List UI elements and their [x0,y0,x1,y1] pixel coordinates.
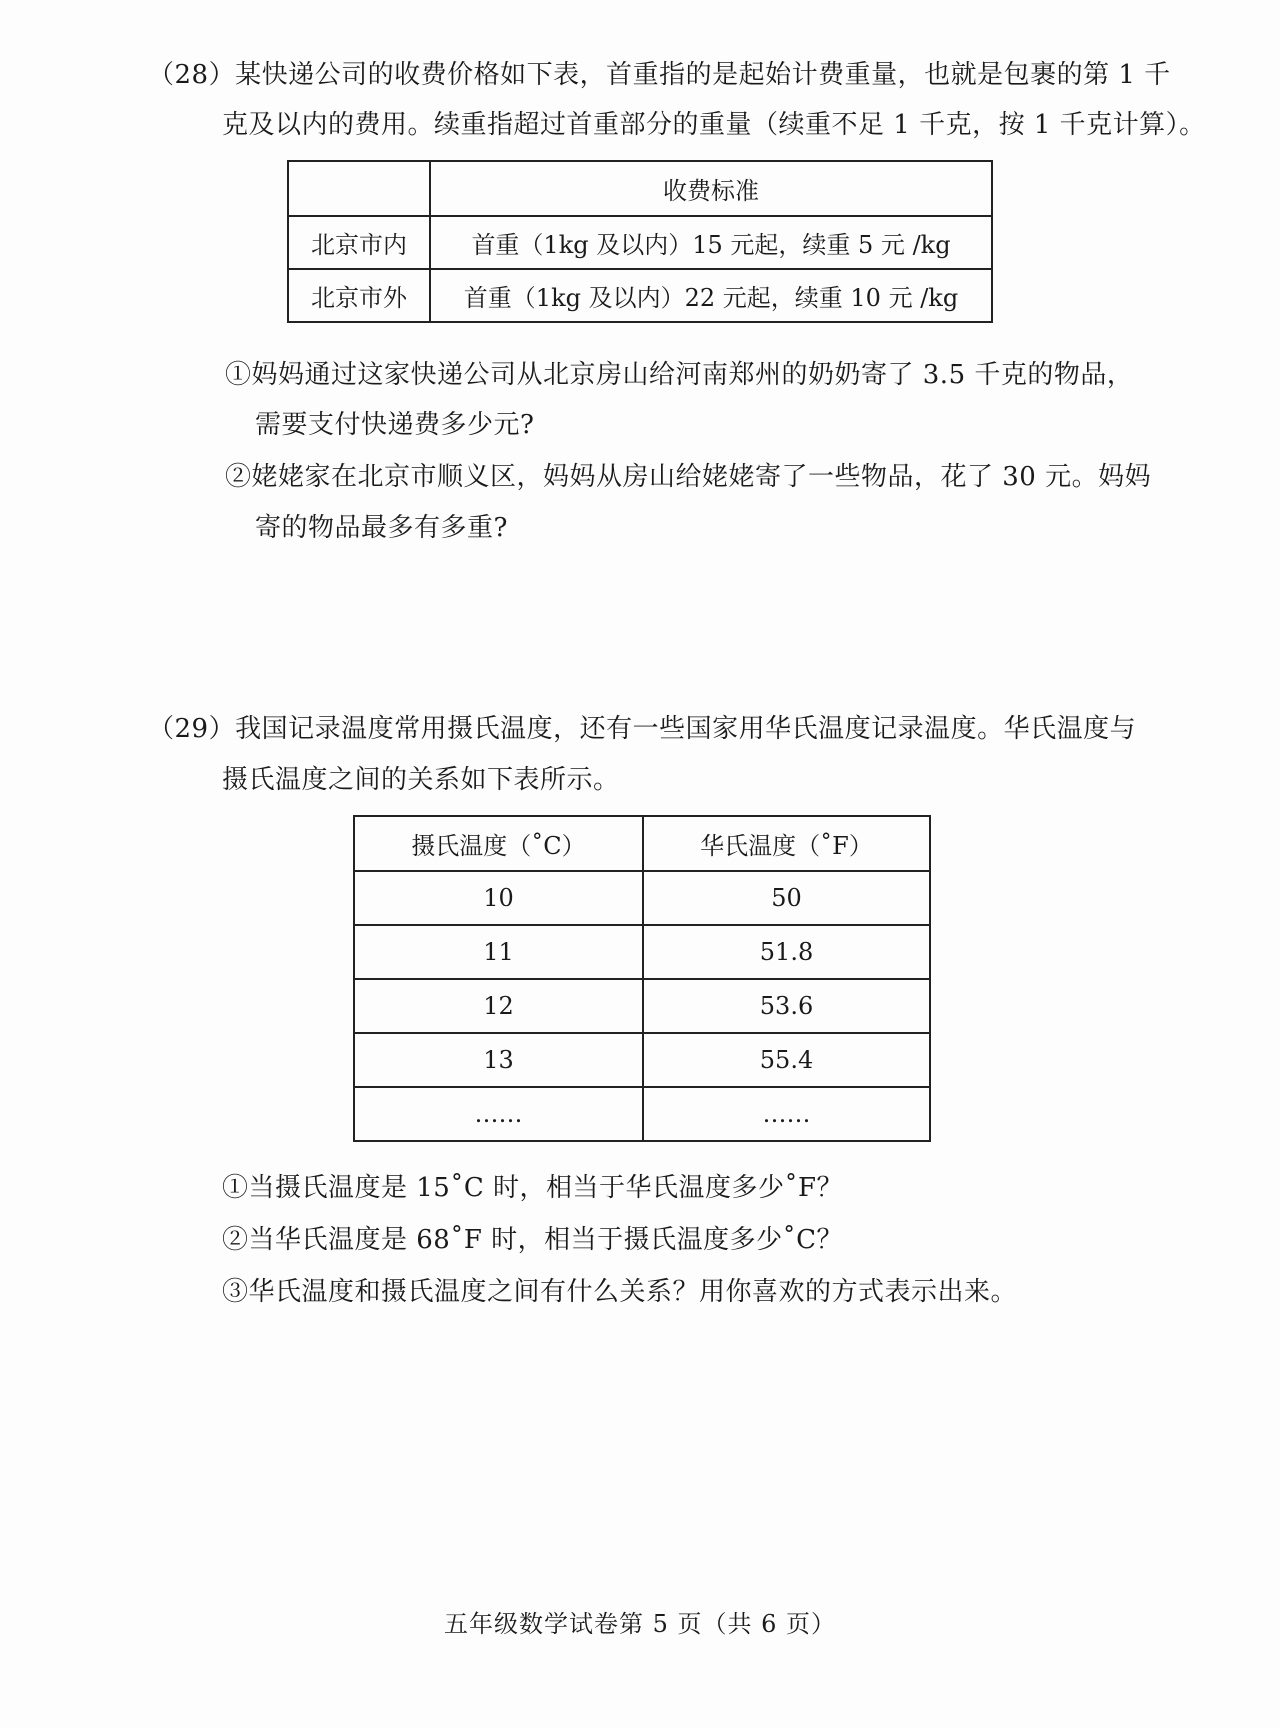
q29-sub2: ②当华氏温度是 68˚F 时，相当于摄氏温度多少˚C？ [222,1225,844,1255]
header-fahrenheit: 华氏温度（˚F） [643,816,930,871]
celsius-cell: 11 [354,925,643,979]
q29-sub3: ③华氏温度和摄氏温度之间有什么关系？用你喜欢的方式表示出来。 [222,1277,1018,1307]
header-celsius: 摄氏温度（˚C） [354,816,643,871]
fahrenheit-cell: 53.6 [643,979,930,1033]
q29-intro-line1: （29）我国记录温度常用摄氏温度，还有一些国家用华氏温度记录温度。华氏温度与 [148,714,1137,744]
fahrenheit-cell: 50 [643,871,930,925]
q29-number: （29） [148,714,236,744]
q28-intro-line2: 克及以内的费用。续重指超过首重部分的重量（续重不足 1 千克，按 1 千克计算）。 [222,110,1206,140]
q28-sub2-line2: 寄的物品最多有多重? [255,513,508,543]
q28-number: （28） [148,60,236,90]
fahrenheit-cell: …… [643,1087,930,1141]
q29-intro-line2: 摄氏温度之间的关系如下表所示。 [222,765,620,795]
table-header-left [288,161,430,216]
q29-sub1: ①当摄氏温度是 15˚C 时，相当于华氏温度多少˚F？ [222,1173,844,1203]
celsius-cell: 13 [354,1033,643,1087]
q28-sub1-line1: ①妈妈通过这家快递公司从北京房山给河南郑州的奶奶寄了 3.5 千克的物品， [225,360,1134,390]
standard-cell: 首重（1kg 及以内）22 元起，续重 10 元 /kg [430,269,992,322]
celsius-cell: 10 [354,871,643,925]
table-row [354,1033,930,1087]
fahrenheit-cell: 51.8 [643,925,930,979]
table-header-row [354,816,930,871]
celsius-cell: …… [354,1087,643,1141]
region-cell: 北京市内 [288,216,430,269]
table-row [354,1087,930,1141]
fahrenheit-cell: 55.4 [643,1033,930,1087]
celsius-cell: 12 [354,979,643,1033]
q28-sub2-line1: ②姥姥家在北京市顺义区，妈妈从房山给姥姥寄了一些物品，花了 30 元。妈妈 [225,462,1152,492]
table-row [354,925,930,979]
table-row [288,269,992,322]
table-row [354,871,930,925]
q28-intro-line1: （28）某快递公司的收费价格如下表，首重指的是起始计费重量，也就是包裹的第 1 千 [148,60,1171,90]
table-header-fee-standard: 收费标准 [430,161,992,216]
q29-temperature-table [353,815,931,1142]
standard-cell: 首重（1kg 及以内）15 元起，续重 5 元 /kg [430,216,992,269]
q28-sub1-line2: 需要支付快递费多少元? [255,410,535,440]
table-row [288,216,992,269]
region-cell: 北京市外 [288,269,430,322]
table-header-row [288,161,992,216]
page-footer: 五年级数学试卷第 5 页（共 6 页） [443,1610,837,1638]
q28-fee-table [287,160,993,323]
table-row [354,979,930,1033]
